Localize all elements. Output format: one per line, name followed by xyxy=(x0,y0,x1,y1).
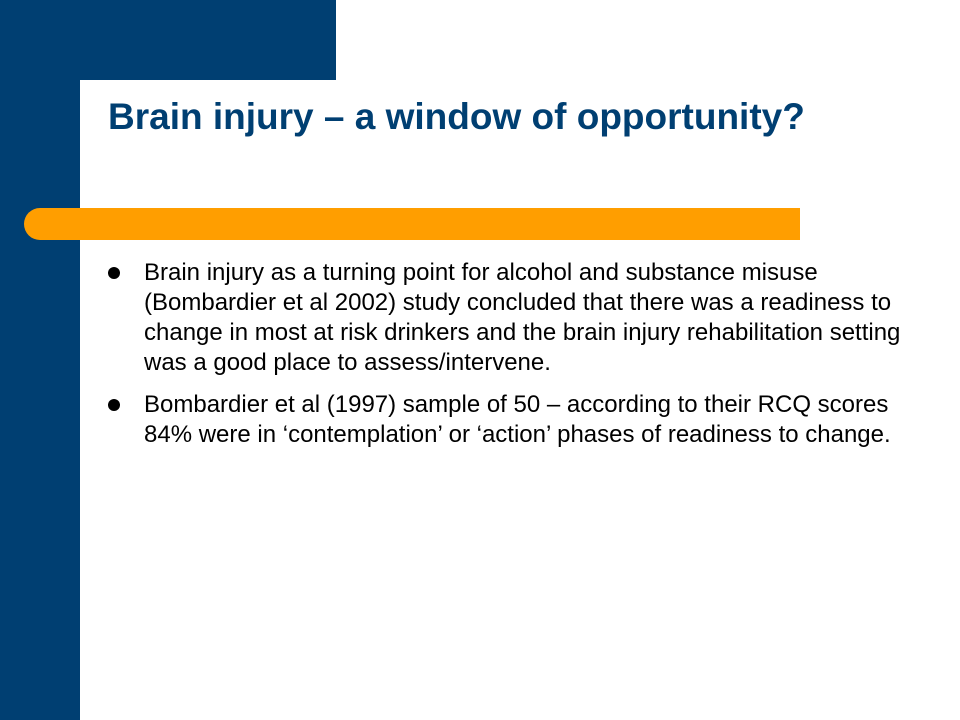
sidebar-band xyxy=(0,0,80,720)
bullet-item xyxy=(108,390,908,450)
bullet-text: Bombardier et al (1997) sample of 50 – according to their RCQ scores 84% were in ‘contemplation’ or ‘action’ phases of readiness to change. xyxy=(144,391,891,448)
bullet-dot-icon xyxy=(108,399,120,411)
bullet-list xyxy=(108,258,908,462)
bullet-text: Brain injury as a turning point for alcohol and substance misuse (Bombardier et al 2002) study concluded that there was a readiness to change in most at risk drinkers and the brain injury rehabilitation setting was a good place to assess/intervene. xyxy=(144,259,901,376)
bullet-dot-icon xyxy=(108,267,120,279)
top-band xyxy=(0,0,336,80)
bullet-item xyxy=(108,258,908,378)
slide-title: Brain injury – a window of opportunity? xyxy=(108,96,805,137)
title-underline-bar xyxy=(24,208,800,240)
